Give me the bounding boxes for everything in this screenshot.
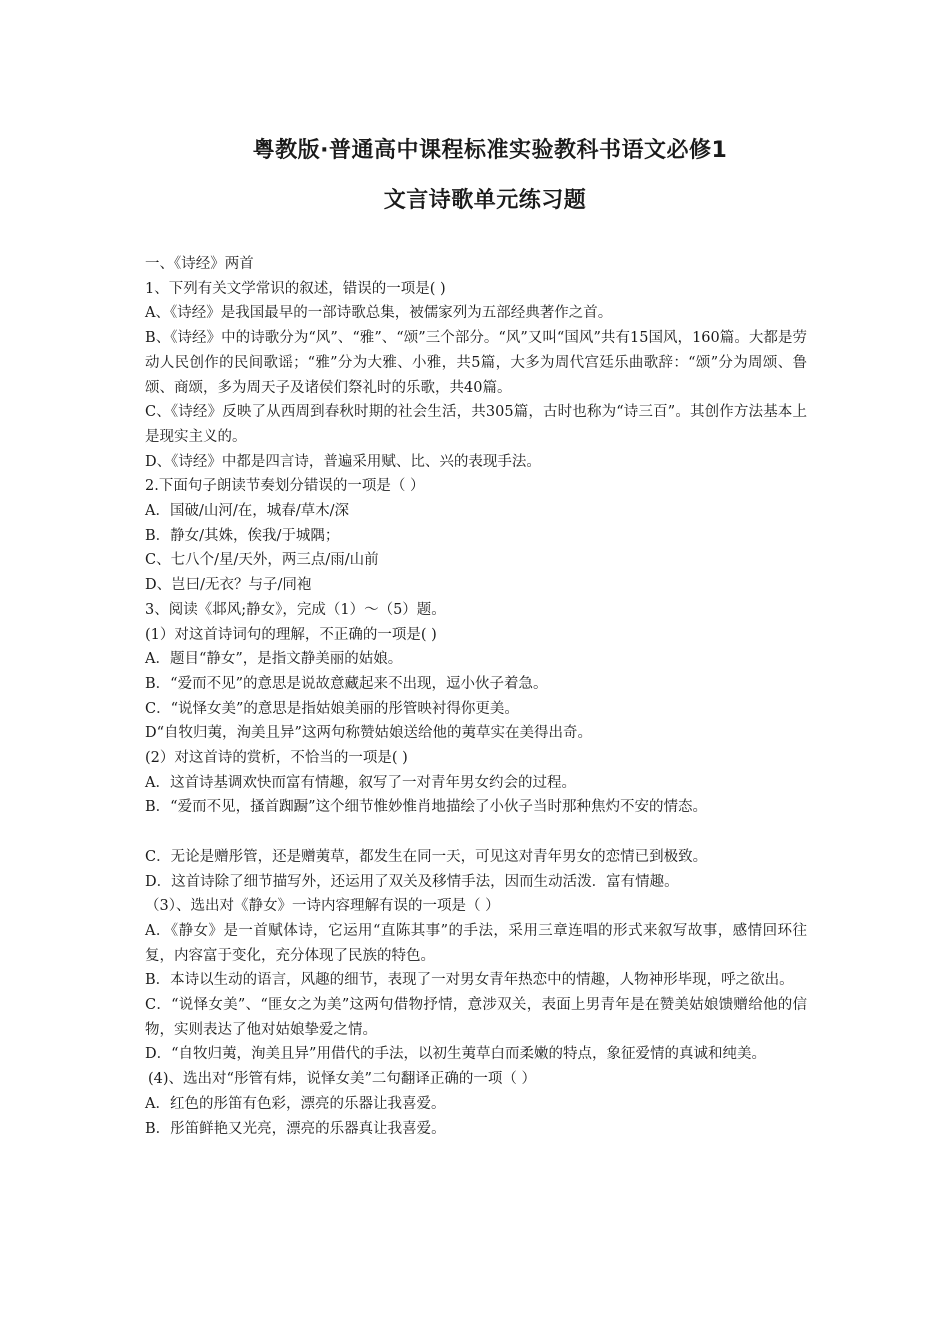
option-text: A、《诗经》是我国最早的一部诗歌总集，被儒家列为五部经典著作之首。 bbox=[145, 305, 613, 322]
option-text: B、《诗经》中的诗歌分为“风”、“雅”、“颂”三个部分。“风”又叫“国风”共有15国风，160篇。大都是劳动人民创作的民间歌谣；“雅”分为大雅、小雅，共5篇，大多为周代宫廷乐曲歌辞：“颂”分为周颂、鲁颂、商颂，多为周天子及诸侯们祭礼时的乐歌，共40篇。 bbox=[145, 330, 807, 396]
sub-question-4: (4)、选出对“彤管有炜，说怿女美”二句翻译正确的一项（ ） bbox=[148, 1071, 536, 1088]
option-text: D．这首诗除了细节描写外，还运用了双关及移情手法，因而生动活泼．富有情趣。 bbox=[145, 873, 679, 890]
option-text: B．“爱而不见，搔首踟蹰”这个细节惟妙惟肖地描绘了小伙子当时那种焦灼不安的情态。 bbox=[145, 799, 707, 816]
option-text: B．“爱而不见”的意思是说故意藏起来不出现，逗小伙子着急。 bbox=[145, 675, 548, 692]
option-text: A．《静女》是一首赋体诗，它运用“直陈其事”的手法，采用三章连唱的形式来叙写故事，感情回环往复，内容富于变化，充分体现了民族的特色。 bbox=[145, 922, 807, 964]
option-text: D、岂曰/无衣？与子/同袍 bbox=[145, 577, 312, 594]
sub-question-1: (1）对这首诗词句的理解，不正确的一项是( ) bbox=[145, 626, 437, 643]
option-text: C、七八个/星/天外，两三点/雨/山前 bbox=[145, 552, 379, 569]
option-text: B．本诗以生动的语言，风趣的细节，表现了一对男女青年热恋中的情趣，人物神形毕现，呼之欲出。 bbox=[145, 972, 794, 989]
question-1: 1、下列有关文学常识的叙述，错误的一项是( ) bbox=[145, 280, 446, 297]
option-text: A．题目“静女”，是指文静美丽的姑娘。 bbox=[145, 651, 403, 668]
document-subtitle: 文言诗歌单元练习题 bbox=[383, 188, 587, 213]
option-text: B．彤笛鲜艳又光亮，漂亮的乐器真让我喜爱。 bbox=[145, 1120, 446, 1137]
question-3: 3、阅读《邶风;静女》，完成（1）～（5）题。 bbox=[145, 601, 446, 618]
blank-line bbox=[145, 820, 807, 845]
option-text: A．这首诗基调欢快而富有情趣，叙写了一对青年男女约会的过程。 bbox=[145, 774, 576, 791]
sub-question-3: （3）、选出对《静女》一诗内容理解有误的一项是（ ） bbox=[145, 898, 500, 915]
sub-question-2: (2）对这首诗的赏析，不恰当的一项是( ) bbox=[145, 750, 408, 767]
option-text: C、《诗经》反映了从西周到春秋时期的社会生活，共305篇，古时也称为“诗三百”。其创作方法基本上是现实主义的。 bbox=[145, 404, 807, 445]
option-text: D“自牧归荑，洵美且异”这两句称赞姑娘送给他的荑草实在美得出奇。 bbox=[145, 725, 592, 742]
option-text: C．无论是赠彤管，还是赠荑草，都发生在同一天，可见这对青年男女的恋情已到极致。 bbox=[145, 848, 708, 865]
document-body bbox=[145, 252, 807, 1141]
option-text: D、《诗经》中都是四言诗，普遍采用赋、比、兴的表现手法。 bbox=[145, 453, 541, 470]
document-title: 粤教版·普通高中课程标准实验教科书语文必修1 bbox=[252, 138, 728, 163]
option-text: C．“说怿女美”的意思是指姑娘美丽的彤管映衬得你更美。 bbox=[145, 700, 519, 717]
question-2: 2.下面句子朗读节奏划分错误的一项是（ ） bbox=[145, 478, 425, 495]
option-text: A．国破/山河/在，城春/草木/深 bbox=[145, 503, 350, 520]
option-text: C．“说怿女美”、“匪女之为美”这两句借物抒情，意涉双关，表面上男青年是在赞美姑娘馈赠给他的信物，实则表达了他对姑娘挚爱之情。 bbox=[145, 997, 807, 1038]
option-text: D．“自牧归荑，洵美且异”用借代的手法，以初生荑草白而柔嫩的特点，象征爱情的真诚和纯美。 bbox=[145, 1046, 766, 1063]
option-text: A．红色的彤笛有色彩，漂亮的乐器让我喜爱。 bbox=[145, 1095, 446, 1112]
option-text: B．静女/其姝，俟我/于城隅； bbox=[145, 527, 340, 544]
section-heading: 一、《诗经》两首 bbox=[145, 256, 254, 272]
